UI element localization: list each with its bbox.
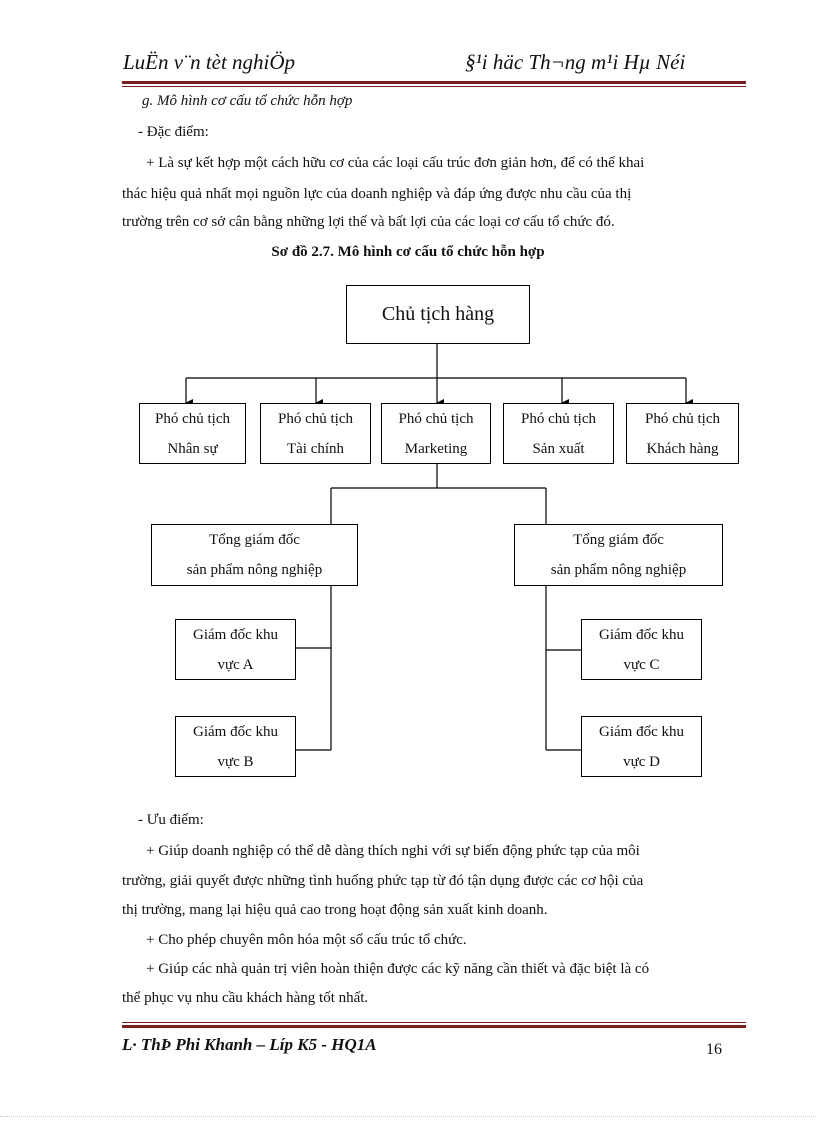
advantages-line-2: trường, giải quyết được những tình huống phức tạp từ đó tận dụng được các cơ hội của — [122, 873, 644, 889]
footer-author: L· ThÞ Phi Khanh – Líp K5 - HQ1A — [122, 1035, 377, 1054]
box-vp-customer — [626, 403, 739, 464]
box-region-b-line2: vực B — [217, 754, 254, 770]
page-number: 16 — [706, 1041, 722, 1058]
features-line-3: trường trên cơ sở cân bằng những lợi thế và bất lợi của các loại cơ cấu tổ chức đó. — [122, 214, 615, 230]
box-gm-right-line2: sản phẩm nông nghiệp — [550, 562, 687, 578]
diagram-caption: Sơ đồ 2.7. Mô hình cơ cấu tổ chức hỗn hợp — [271, 244, 545, 260]
box-vp-finance — [260, 403, 371, 464]
box-gm-left — [151, 524, 358, 586]
bottom-dotted-rule — [0, 1116, 816, 1117]
box-vp-marketing-line2: Marketing — [404, 441, 468, 457]
box-region-c-line2: vực C — [623, 657, 660, 673]
box-vp-finance-line2: Tài chính — [286, 441, 345, 457]
box-gm-right-line1: Tổng giám đốc — [573, 532, 664, 548]
box-vp-production — [503, 403, 614, 464]
box-vp-production-line2: Sản xuất — [532, 441, 585, 457]
advantages-label: - Ưu điểm: — [138, 812, 204, 828]
features-label: - Đặc điểm: — [138, 124, 209, 140]
box-vp-marketing-line1: Phó chủ tịch — [398, 411, 474, 427]
box-vp-finance-line1: Phó chủ tịch — [278, 411, 353, 427]
box-vp-hr-line1: Phó chủ tịch — [155, 411, 230, 427]
box-region-b — [175, 716, 296, 777]
footer-rule — [122, 1022, 746, 1028]
box-vp-customer-line1: Phó chủ tịch — [645, 411, 720, 427]
features-line-1: + Là sự kết hợp một cách hữu cơ của các loại cấu trúc đơn giản hơn, để có thể khai — [146, 155, 645, 171]
box-region-c — [581, 619, 702, 680]
box-region-d-line1: Giám đốc khu — [599, 724, 684, 740]
advantages-line-6: thể phục vụ nhu cầu khách hàng tốt nhất. — [122, 990, 369, 1006]
header-left: LuËn v¨n tèt nghiÖp — [123, 50, 296, 74]
box-gm-left-line2: sản phẩm nông nghiệp — [186, 562, 323, 578]
box-region-d-line2: vực D — [623, 754, 660, 770]
box-vp-customer-line2: Khách hàng — [646, 441, 719, 457]
box-chairman: Chủ tịch hàng — [346, 285, 530, 344]
box-vp-hr-line2: Nhân sự — [167, 441, 218, 457]
box-region-a-line1: Giám đốc khu — [193, 627, 278, 643]
box-vp-hr — [139, 403, 246, 464]
box-vp-marketing — [381, 403, 491, 464]
advantages-line-5: + Giúp các nhà quản trị viên hoàn thiện được các kỹ năng cần thiết và đặc biệt là có — [146, 961, 650, 977]
advantages-line-3: thị trường, mang lại hiệu quả cao trong hoạt động sản xuất kinh doanh. — [122, 902, 548, 918]
box-region-a — [175, 619, 296, 680]
box-gm-left-line1: Tổng giám đốc — [209, 532, 300, 548]
box-vp-production-line1: Phó chủ tịch — [521, 411, 596, 427]
advantages-line-1: + Giúp doanh nghiệp có thể dễ dàng thích nghi với sự biến động phức tạp của môi — [146, 843, 640, 859]
features-line-2: thác hiệu quả nhất mọi nguồn lực của doanh nghiệp và đáp ứng được nhu cầu của thị — [122, 186, 632, 202]
box-gm-right — [514, 524, 723, 586]
header-right: §¹i häc Th¬ng m¹i Hµ Néi — [465, 50, 686, 74]
box-region-b-line1: Giám đốc khu — [193, 724, 278, 740]
advantages-line-4: + Cho phép chuyên môn hóa một số cấu trúc tổ chức. — [146, 932, 467, 948]
box-region-a-line2: vực A — [217, 657, 254, 673]
section-subheading: g. Mô hình cơ cấu tổ chức hỗn hợp — [142, 93, 353, 109]
box-region-d — [581, 716, 702, 777]
box-region-c-line1: Giám đốc khu — [599, 627, 684, 643]
